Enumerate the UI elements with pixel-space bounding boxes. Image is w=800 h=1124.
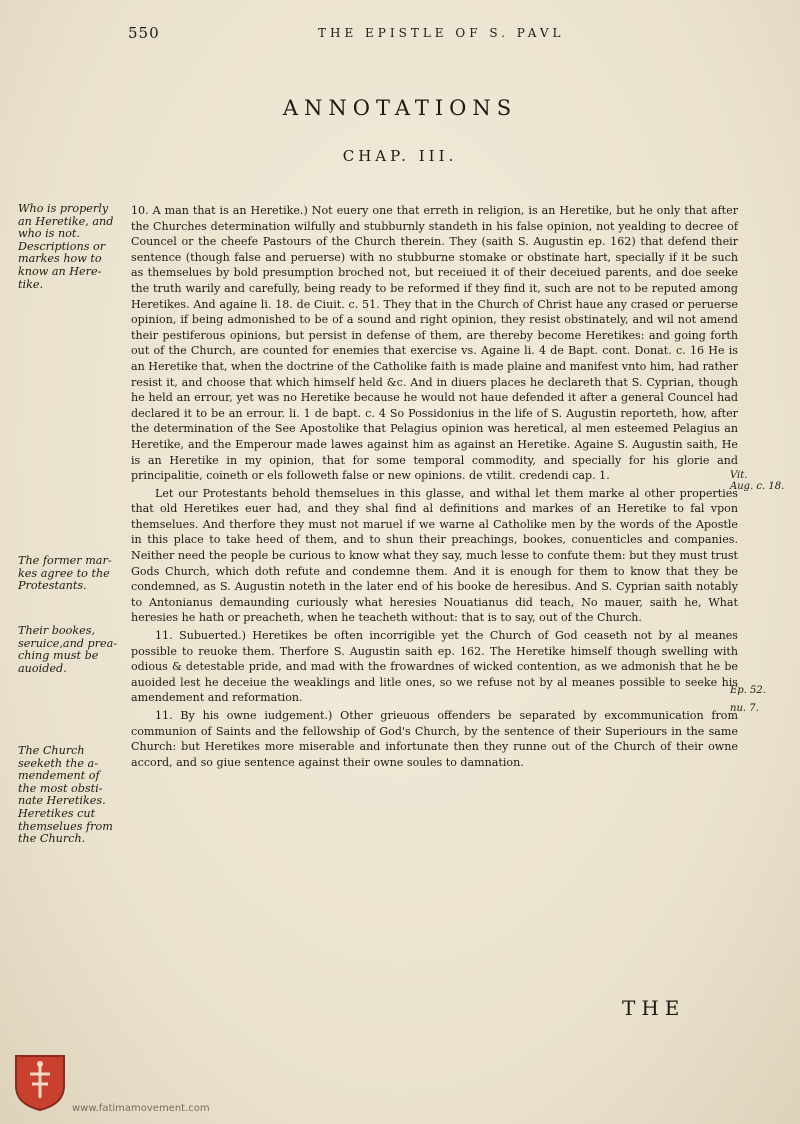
page-number: 550 [128,24,160,42]
right-margin-ref: Ep. 52. [730,685,766,696]
section-title: ANNOTATIONS [282,96,518,120]
annotation-body [131,203,738,772]
margin-note: Their bookes, seruice,and prea- ching must be auoided. [18,624,118,675]
catchword: THE [622,996,686,1020]
annotation-paragraph: 11. By his owne iudgement.) Other grieuous offenders be separated by excommunication from communion of Saints and the fellowship of God's Church, by the sentence of their Superiours in the same Church: but Heretikes more miserable and infortunate then they runne out of the Church of their owne accord, and so giue sentence against their owne soules to damnation. [131,709,738,769]
right-margin-ref: nu. 7. [730,703,759,714]
running-head [0,24,800,46]
annotation-paragraph: Let our Protestants behold themselues in this glasse, and withal let them marke al other properties that old Heretikes euer had, and they shal find al definitions and markes of an Heretike to fal vpon themselues. And therfore they must not maruel if we warne al Catholike men by the words of the Apostle in this place to take heed of them, and to shun their preachings, bookes, conuenticles and companies. Neither need the people be curious to know what they say, much lesse to confute them: but they must trust Gods Church, which doth refute and condemne them. And it is enough for them to know that they be condemned, as S. Augustin noteth in the later end of his booke de heresibus. And S. Cyprian saith notably to Antonianus demaunding curiously what heresies Nouatianus did teach, No mauer, saith he, What heresies he hath or preacheth, when he teacheth without: that is to say, out of the Church. [131,486,738,625]
running-title: THE EPISTLE OF S. PAVL [318,26,565,40]
margin-note: Who is properly an Heretike, and who is not. Descriptions or markes how to know an Here- tike. [18,202,114,291]
chapter-title: CHAP. III. [342,147,458,165]
papal-seal-icon [12,1052,68,1112]
right-margin-ref: Vit. Aug. c. 18. [730,470,785,492]
annotation-paragraph: 10. A man that is an Heretike.) Not euery one that erreth in religion, is an Heretike, but he only that after the Churches determination wilfully and stubburnly standeth in his false opinion, not yealding to decree of Councel or the cheefe Pastours of the Church therein. They (saith S. Augustin ep. 162) that defend their sentence (though false and peruerse) with no stubburne stomake or obstinate hart, specially if it be such as themselues by bold presumption broched not, but receiued it of their deceiued parents, and doe seeke the truth warily and carefully, being ready to be reformed if they find it, such are not to be reputed among Heretikes. And againe li. 18. de Ciuit. c. 51. They that in the Church of Christ haue any crased or peruerse opinion, if being admonished to be of a sound and right opinion, they resist obstinately, and wil not amend their pestiferous opinions, but persist in defense of them, are thereby become Heretikes: and going forth out of the Church, are counted for enemies that exercise vs. Againe li. 4 de Bapt. cont. Donat. c. 16 He is an Heretike that, when the doctrine of the Catholike faith is made plaine and manifest vnto him, had rather resist it, and choose that which himself held &c. And in diuers places he declareth that S. Cyprian, though he held an errour, yet was no Heretike because he would not haue defended it after a general Councel had declared it to be an errour. li. 1 de bapt. c. 4 So Possidonius in the life of S. Augustin reporteth, how, after the determination of the See Apostolike that Pelagius opinion was heretical, al men esteemed Pelagius an Heretike, and the Emperour made lawes against him as against an Heretike. Againe S. Augustin saith, He is an Heretike in my opinion, that for some temporal commodity, and specially for his glorie and principalitie, coineth or els followeth false or new opinions. de vtilit. credendi cap. 1. [131,204,738,483]
annotation-paragraph: 11. Subuerted.) Heretikes be often incorrigible yet the Church of God ceaseth not by al meanes possible to reuoke them. Therfore S. Augustin saith ep. 162. The Heretike himself though swelling with odious & detestable pride, and mad with the frowardnes of wicked contention, as we admonish that he be auoided lest he deceiue the weaklings and litle ones, so we refuse not by al meanes possible to seeke his amendement and reformation. [131,629,738,705]
margin-note: The former mar- kes agree to the Protestants. [18,554,112,593]
margin-note: The Church seeketh the a- mendement of the most obsti- nate Heretikes. Heretikes cut themselues from the Church. [18,744,113,846]
watermark: www.fatimamovement.com [72,1103,210,1114]
